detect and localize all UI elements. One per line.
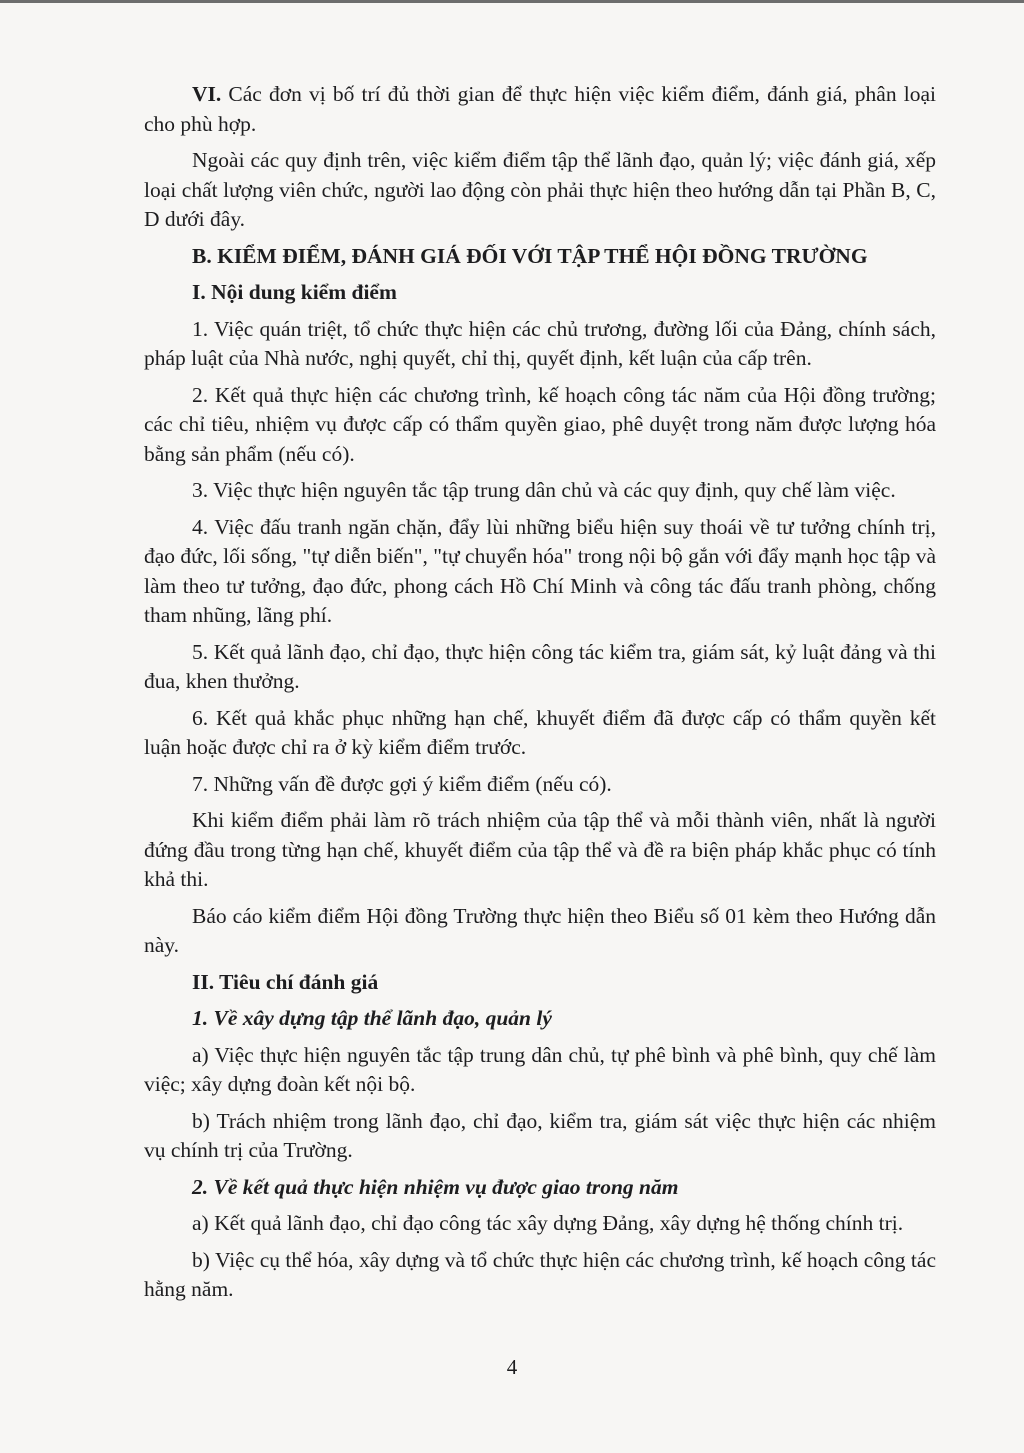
paragraph-bao-cao: Báo cáo kiểm điểm Hội đồng Trường thực hiện theo Biểu số 01 kèm theo Hướng dẫn này. <box>144 903 936 957</box>
subheading-1: 1. Về xây dựng tập thể lãnh đạo, quản lý <box>192 1006 552 1030</box>
paragraph-trach-nhiem: Khi kiểm điểm phải làm rõ trách nhiệm của tập thể và mỗi thành viên, nhất là người đứng đầu trong từng hạn chế, khuyết điểm của tập thể và đề ra biện pháp khắc phục có tính khả thi. <box>144 808 936 891</box>
paragraph-note: Ngoài các quy định trên, việc kiểm điểm tập thể lãnh đạo, quản lý; việc đánh giá, xếp loại chất lượng viên chức, người lao động còn phải thực hiện theo hướng dẫn tại Phần B, C, D dưới đây. <box>144 148 936 231</box>
item-2b: b) Việc cụ thể hóa, xây dựng và tổ chức thực hiện các chương trình, kế hoạch công tác hằng năm. <box>144 1247 936 1301</box>
item-1b: b) Trách nhiệm trong lãnh đạo, chỉ đạo, kiểm tra, giám sát việc thực hiện các nhiệm vụ chính trị của Trường. <box>144 1108 936 1162</box>
item-4: 4. Việc đấu tranh ngăn chặn, đẩy lùi những biểu hiện suy thoái về tư tưởng chính trị, đạo đức, lối sống, "tự diễn biến", "tự chuyển hóa" trong nội bộ gắn với đẩy mạnh học tập và làm theo tư tưởng, đạo đức, phong cách Hồ Chí Minh và công tác đấu tranh phòng, chống tham nhũng, lãng phí. <box>144 514 936 627</box>
heading-noi-dung: I. Nội dung kiểm điểm <box>192 280 397 304</box>
section-number-vi: VI. <box>192 82 222 106</box>
subheading-2: 2. Về kết quả thực hiện nhiệm vụ được giao trong năm <box>192 1174 679 1199</box>
section-heading-b: B. KIỂM ĐIỂM, ĐÁNH GIÁ ĐỐI VỚI TẬP THỂ HỘI ĐỒNG TRƯỜNG <box>192 243 868 268</box>
heading-tieu-chi: II. Tiêu chí đánh giá <box>192 969 379 994</box>
item-2: 2. Kết quả thực hiện các chương trình, kế hoạch công tác năm của Hội đồng trường; các chỉ tiêu, nhiệm vụ được cấp có thẩm quyền giao, phê duyệt trong năm được lượng hóa bằng sản phẩm (nếu có). <box>144 382 936 466</box>
item-3: 3. Việc thực hiện nguyên tắc tập trung dân chủ và các quy định, quy chế làm việc. <box>192 478 896 502</box>
paragraph-vi: VI. Các đơn vị bố trí đủ thời gian để thực hiện việc kiểm điểm, đánh giá, phân loại cho phù hợp. <box>144 82 936 136</box>
page-number: 4 <box>506 1355 518 1379</box>
item-1: 1. Việc quán triệt, tổ chức thực hiện các chủ trương, đường lối của Đảng, chính sách, pháp luật của Nhà nước, nghị quyết, chỉ thị, quyết định, kết luận của cấp trên. <box>144 316 936 370</box>
scan-top-edge <box>0 0 1024 3</box>
item-1a: a) Việc thực hiện nguyên tắc tập trung dân chủ, tự phê bình và phê bình, quy chế làm việc; xây dựng đoàn kết nội bộ. <box>144 1042 936 1096</box>
item-5: 5. Kết quả lãnh đạo, chỉ đạo, thực hiện công tác kiểm tra, giám sát, kỷ luật đảng và thi đua, khen thưởng. <box>144 639 936 693</box>
document-body <box>144 80 936 1312</box>
item-2a: a) Kết quả lãnh đạo, chỉ đạo công tác xây dựng Đảng, xây dựng hệ thống chính trị. <box>192 1211 904 1235</box>
item-7: 7. Những vấn đề được gợi ý kiểm điểm (nếu có). <box>192 771 612 796</box>
item-6: 6. Kết quả khắc phục những hạn chế, khuyết điểm đã được cấp có thẩm quyền kết luận hoặc được chỉ ra ở kỳ kiểm điểm trước. <box>144 705 936 759</box>
